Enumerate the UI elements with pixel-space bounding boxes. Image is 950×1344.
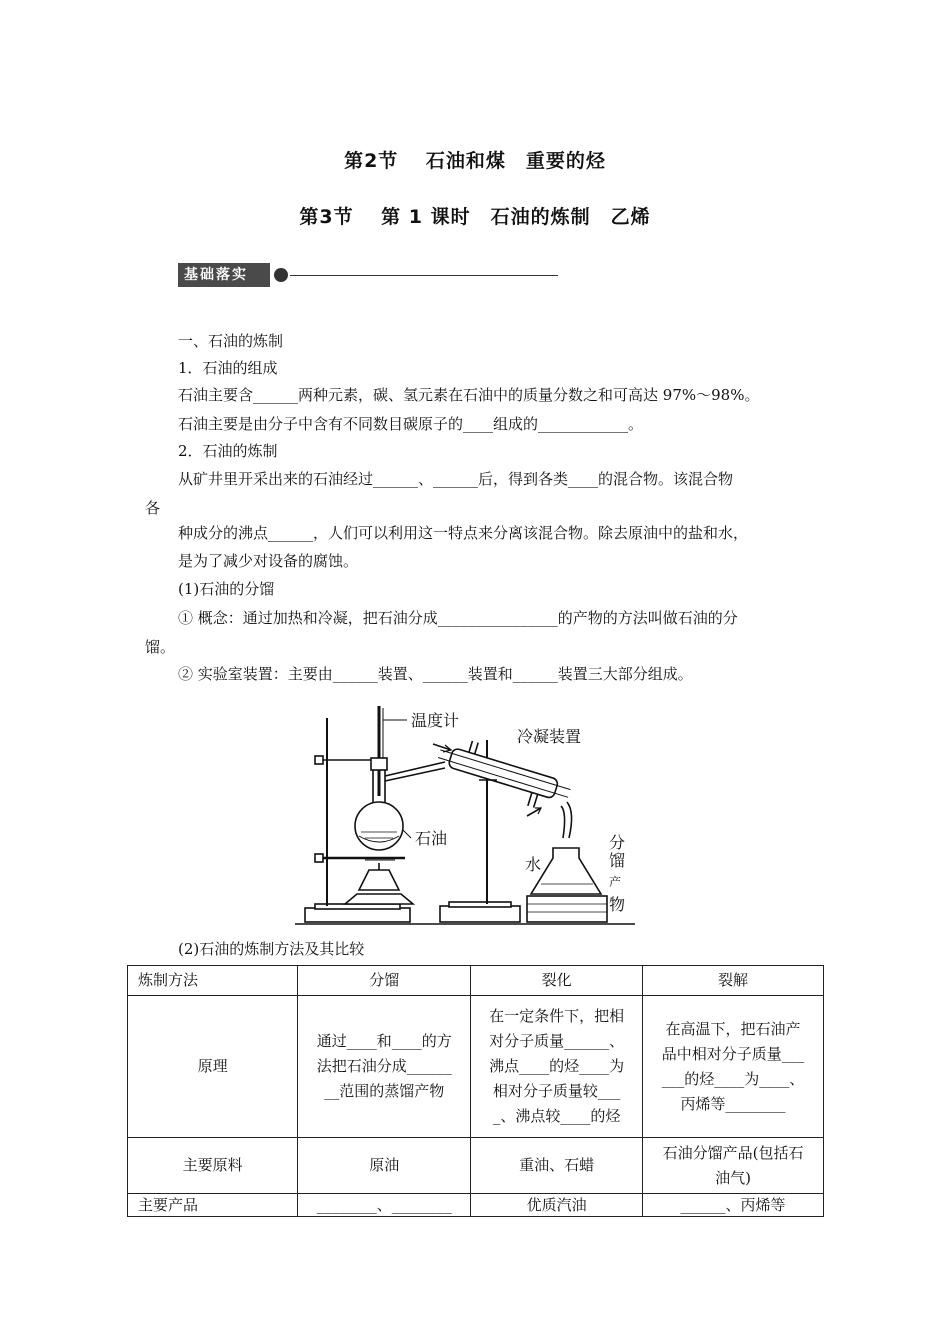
row-label: 主要原料 xyxy=(128,1138,298,1194)
cell-line: 通过____和____的方 xyxy=(316,1032,452,1050)
product-label-4: 物 xyxy=(609,895,626,914)
material-cracking: 重油、石蜡 xyxy=(471,1138,643,1194)
header-fractionation: 分馏 xyxy=(298,966,471,996)
paragraph-4: 种成分的沸点______，人们可以利用这一特点来分离该混合物。除去原油中的盐和水， xyxy=(178,524,749,542)
table-row xyxy=(128,1138,824,1194)
cell-line: 相对分子质量较___ xyxy=(492,1082,621,1100)
banner-dot-icon xyxy=(274,268,288,282)
subheading-2: 2．石油的炼制 xyxy=(178,442,278,460)
paragraph-7: ② 实验室装置：主要由______装置、______装置和______装置三大部分组成。 xyxy=(178,665,693,683)
table-header-row xyxy=(128,966,824,996)
paragraph-6b: 馏。 xyxy=(145,638,176,656)
oil-leader xyxy=(403,830,411,838)
cell-line: 对分子质量______、 xyxy=(489,1032,625,1050)
header-method: 炼制方法 xyxy=(128,966,298,996)
cell-line: 品中相对分子质量___ xyxy=(661,1044,805,1063)
condenser-label: 冷凝装置 xyxy=(517,727,582,746)
cell-line: 石油分馏产品(包括石 xyxy=(662,1143,804,1162)
banner-label: 基础落实 xyxy=(178,263,270,287)
paragraph-5: 是为了减少对设备的腐蚀。 xyxy=(178,552,359,570)
material-pyrolysis xyxy=(643,1138,824,1194)
distilling-flask xyxy=(355,802,403,850)
paragraph-3a: 从矿井里开采出来的石油经过______、______后，得到各类____的混合物。该混合物 xyxy=(178,470,734,488)
heading-1: 一、石油的炼制 xyxy=(178,332,284,350)
subheading-1: 1．石油的组成 xyxy=(178,359,278,377)
section-title: 第2节 石油和煤 重要的烃 xyxy=(344,150,606,172)
cell-line: __范围的蒸馏产物 xyxy=(324,1082,445,1100)
lesson-title: 第3节 第 1 课时 石油的炼制 乙烯 xyxy=(299,206,651,228)
cell-line: 丙烯等________ xyxy=(680,1094,786,1113)
row-label: 主要产品 xyxy=(128,1194,298,1217)
support-block xyxy=(527,896,607,922)
header-cracking: 裂化 xyxy=(471,966,643,996)
product-label-2: 馏 xyxy=(609,851,626,870)
refining-methods-table xyxy=(127,965,824,1217)
product-pyrolysis: ______、丙烯等 xyxy=(643,1194,824,1217)
right-stand-base xyxy=(440,906,520,922)
header-pyrolysis: 裂解 xyxy=(643,966,824,996)
alcohol-lamp xyxy=(359,870,399,890)
cell-line: _、沸点较____的烃 xyxy=(492,1107,621,1125)
cell-line: 在一定条件下，把相 xyxy=(489,1007,625,1025)
left-stand-base xyxy=(305,908,410,922)
paragraph-3b: 各 xyxy=(145,499,161,517)
cell-line: 法把石油分成______ xyxy=(316,1057,452,1075)
paragraph-2: 石油主要是由分子中含有不同数目碳原子的____组成的____________。 xyxy=(178,415,644,433)
subheading-4: (2)石油的炼制方法及其比较 xyxy=(178,940,365,958)
table-row xyxy=(128,996,824,1138)
banner-rule xyxy=(290,275,558,276)
oil-label: 石油 xyxy=(415,829,448,848)
cell-line: 在高温下，把石油产 xyxy=(665,1019,801,1038)
thermometer-label: 温度计 xyxy=(411,711,460,730)
receiving-flask xyxy=(531,848,601,894)
subheading-3: (1)石油的分馏 xyxy=(178,580,275,598)
paragraph-6a: ① 概念：通过加热和冷凝，把石油分成________________的产物的方法叫做石油的分 xyxy=(178,609,738,627)
cell-line: 沸点____的烃____为 xyxy=(489,1057,625,1075)
row-label: 原理 xyxy=(128,996,298,1138)
distillation-apparatus-diagram xyxy=(295,698,635,930)
cell-line: ___的烃____为____、 xyxy=(661,1069,805,1088)
product-label-3: 产 xyxy=(609,875,622,889)
water-label: 水 xyxy=(525,855,542,874)
material-fractionation: 原油 xyxy=(298,1138,471,1194)
product-label-1: 分 xyxy=(609,833,626,852)
table-row xyxy=(128,1194,824,1217)
principle-fractionation xyxy=(298,996,471,1138)
product-fractionation: ________、________ xyxy=(298,1194,471,1217)
principle-cracking xyxy=(471,996,643,1138)
principle-pyrolysis xyxy=(643,996,824,1138)
paragraph-1: 石油主要含______两种元素，碳、氢元素在石油中的质量分数之和可高达 97%～98%。 xyxy=(178,386,760,404)
product-cracking: 优质汽油 xyxy=(471,1194,643,1217)
cell-line: 油气) xyxy=(715,1168,751,1187)
